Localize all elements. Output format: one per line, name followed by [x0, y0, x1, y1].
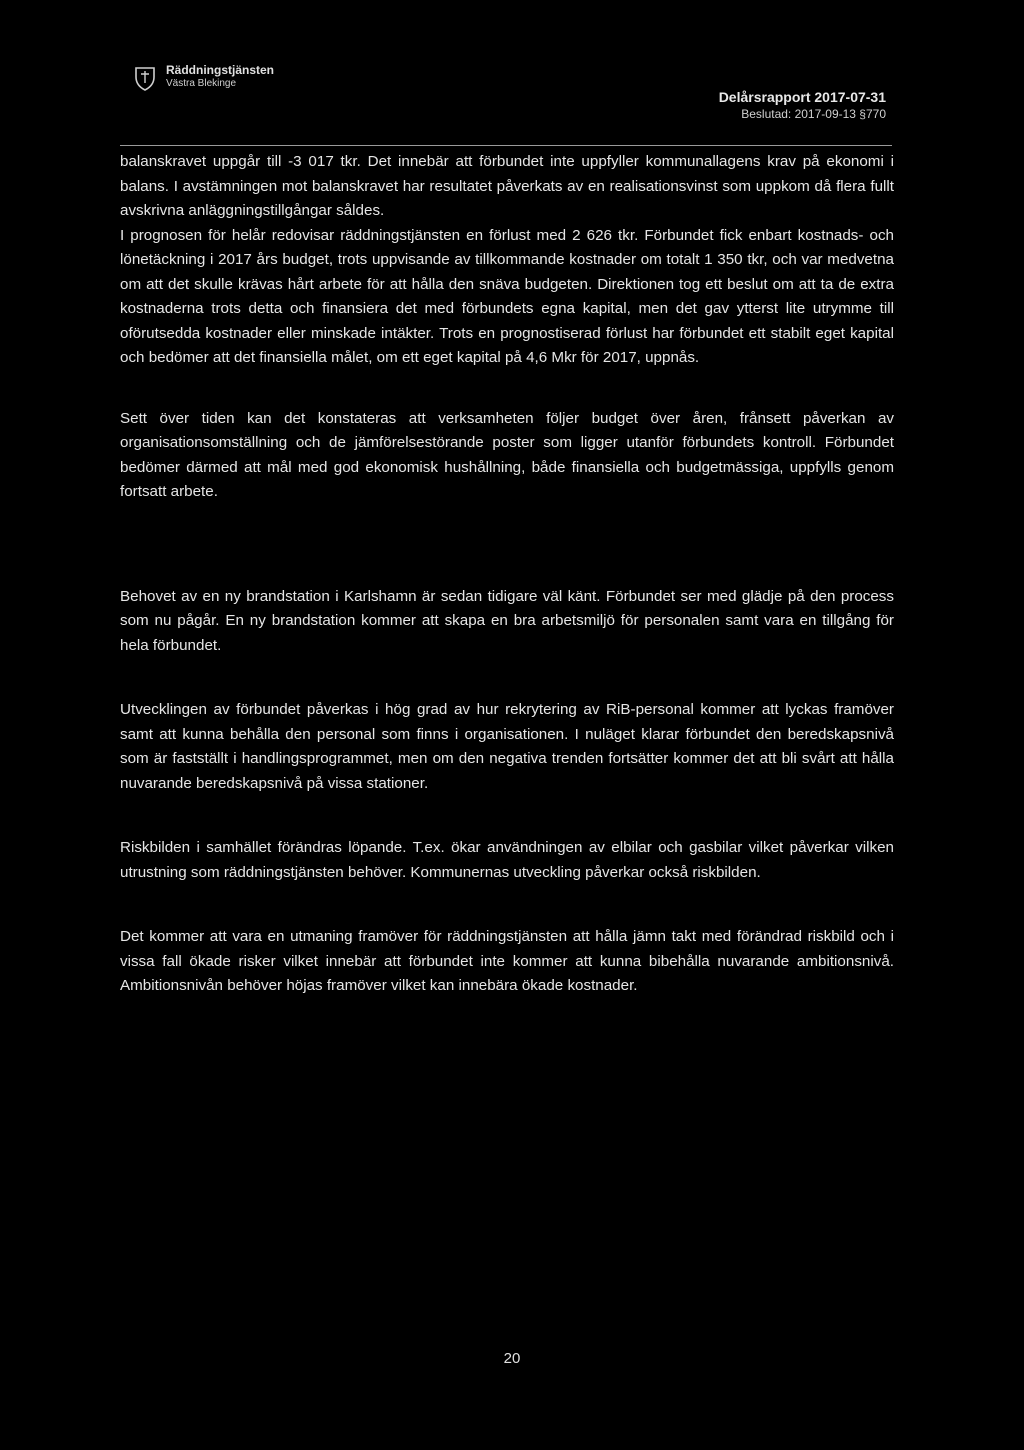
document-body [120, 150, 894, 999]
paragraph-forecast: I prognosen för helår redovisar räddningstjänsten en förlust med 2 626 tkr. Förbundet fick enbart kostnads- och lönetäckning i 2017 års budget, trots uppvisande av tillkommande kostnader om totalt 1 350 tkr, och var medvetna om att det skulle krävas hårt arbete för att hålla den snäva budgeten. Direktionen tog ett beslut om att ta de extra kostnaderna trots detta och finansiera det med förbundets egna kapital, men det gav ytterst lite utrymme till oförutsedda kostnader eller minskade intäkter. Trots en prognostiserad förlust har förbundet ett stabilt eget kapital och bedömer att det finansiella målet, om ett eget kapital på 4,6 Mkr för 2017, uppnås. [120, 226, 894, 366]
paragraph-fire-station: Behovet av en ny brandstation i Karlshamn är sedan tidigare väl känt. Förbundet ser med glädje på den process som nu pågår. En ny brandstation kommer att skapa en bra arbetsmiljö för personalen samt vara en tillgång för hela förbundet. [120, 587, 894, 654]
paragraph-recruitment: Utvecklingen av förbundet påverkas i hög grad av hur rekrytering av RiB-personal kommer att lyckas framöver samt att kunna behålla den personal som finns i organisationen. I nuläget klarar förbundet den beredskapsnivå som är fastställt i handlingsprogrammet, men om den negativa trenden fortsätter kommer det att bli svårt att hålla nuvarande beredskapsnivå på vissa stationer. [120, 701, 894, 792]
report-title: Delårsrapport 2017-07-31 [718, 89, 886, 105]
report-header [719, 88, 886, 123]
page-number: 20 [503, 1350, 521, 1367]
org-logo [132, 64, 274, 92]
decision-reference: Beslutad: 2017-09-13 §770 [741, 107, 886, 121]
shield-emblem-icon [132, 64, 158, 92]
paragraph-budget-over-time: Sett över tiden kan det konstateras att verksamheten följer budget över åren, frånsett påverkan av organisationsomställning och de jämförelsestörande poster som ligger utanför förbundets kontroll. Förbundet bedömer därmed att mål med god ekonomisk hushållning, både finansiella och budgetmässiga, uppfylls genom fortsatt arbete. [120, 409, 894, 500]
org-region: Västra Blekinge [166, 78, 237, 89]
paragraph-ambition-level: Det kommer att vara en utmaning framöver för räddningstjänsten att hålla jämn takt med förändrad riskbild och i vissa fall ökade risker vilket innebär att förbundet inte kommer att kunna bibehålla nuvarande ambitionsnivå. Ambitionsnivån behöver höjas framöver vilket kan innebära ökade kostnader. [120, 928, 894, 994]
org-name: Räddningstjänsten [166, 63, 275, 77]
paragraph-balance-requirement: balanskravet uppgår till -3 017 tkr. Det innebär att förbundet inte uppfyller kommunallagens krav på ekonomi i balans. I avstämningen mot balanskravet har resultatet påverkats av en realisationsvinst som uppkom då flera fullt avskrivna anläggningstillgångar såldes. [120, 153, 894, 219]
header-divider [120, 145, 892, 146]
paragraph-risk-picture: Riskbilden i samhället förändras löpande. T.ex. ökar användningen av elbilar och gasbilar vilket påverkar vilken utrustning som räddningstjänsten behöver. Kommunernas utveckling påverkar också riskbilden. [120, 839, 894, 881]
